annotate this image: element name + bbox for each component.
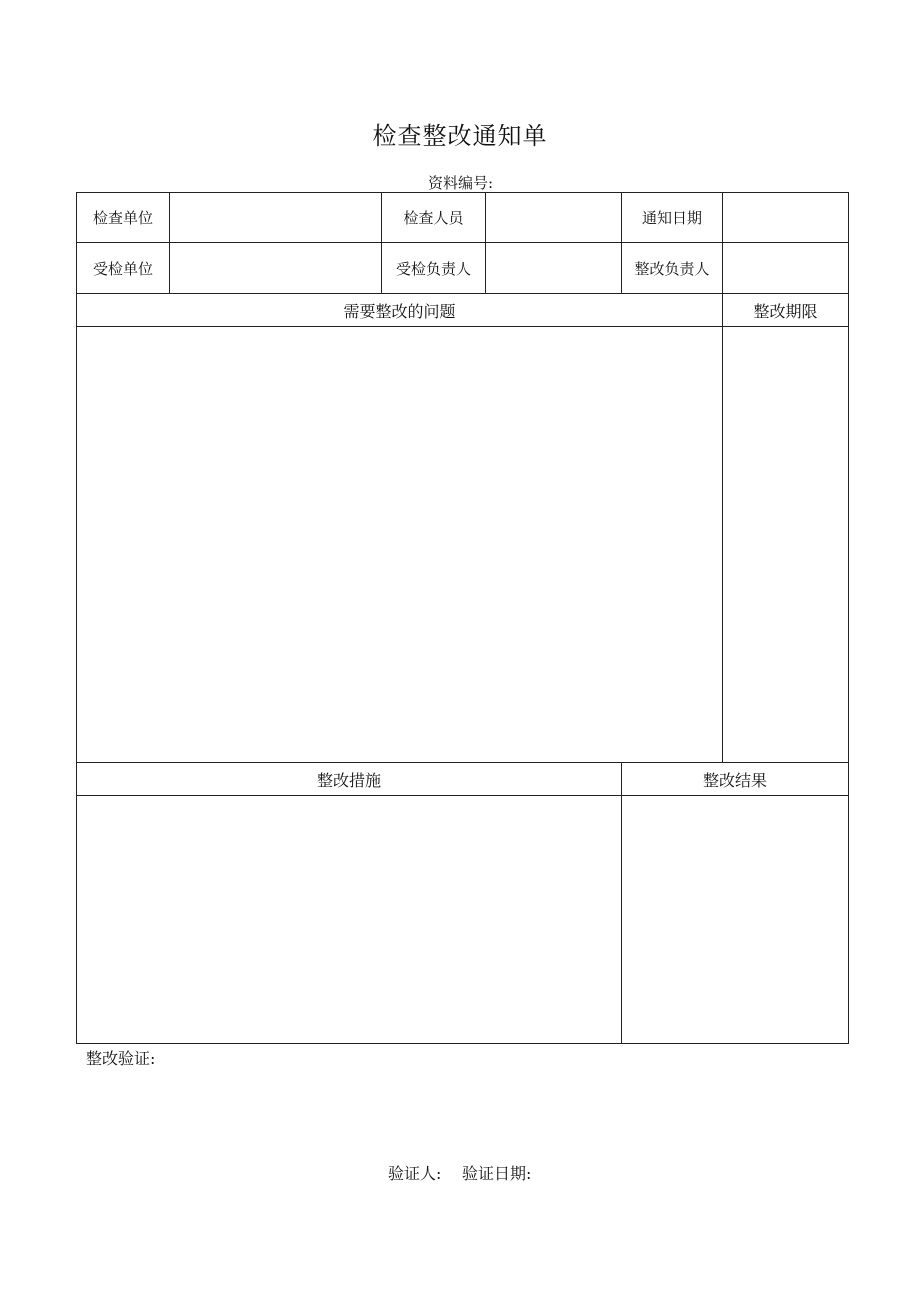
rectify-head-label: 整改负责人 (634, 259, 710, 278)
inspect-unit-field[interactable] (170, 193, 381, 242)
results-header: 整改结果 (702, 770, 767, 790)
problems-field[interactable] (77, 327, 722, 762)
measures-header: 整改措施 (316, 770, 381, 790)
verification-label: 整改验证: (86, 1049, 156, 1068)
measures-field[interactable] (77, 796, 621, 1043)
inspect-unit-label: 检查单位 (92, 209, 153, 227)
notice-date-label: 通知日期 (641, 209, 702, 227)
inspected-head-field[interactable] (486, 243, 621, 293)
form-table (76, 192, 849, 1044)
inspected-head-label: 受检负责人 (395, 259, 471, 278)
results-field[interactable] (622, 796, 848, 1043)
notice-date-field[interactable] (723, 193, 848, 242)
problems-header: 需要整改的问题 (343, 301, 456, 321)
rectify-head-field[interactable] (723, 243, 848, 293)
inspector-field[interactable] (486, 193, 621, 242)
verifier-label: 验证人: (388, 1164, 442, 1183)
deadline-field[interactable] (723, 327, 848, 762)
verification-date-label: 验证日期: (462, 1164, 532, 1183)
inspected-unit-field[interactable] (170, 243, 381, 293)
inspected-unit-label: 受检单位 (92, 259, 153, 278)
doc-number-label: 资料编号: (428, 174, 494, 192)
form-title: 检查整改通知单 (372, 122, 548, 150)
inspector-label: 检查人员 (403, 209, 464, 227)
deadline-header: 整改期限 (753, 301, 818, 321)
